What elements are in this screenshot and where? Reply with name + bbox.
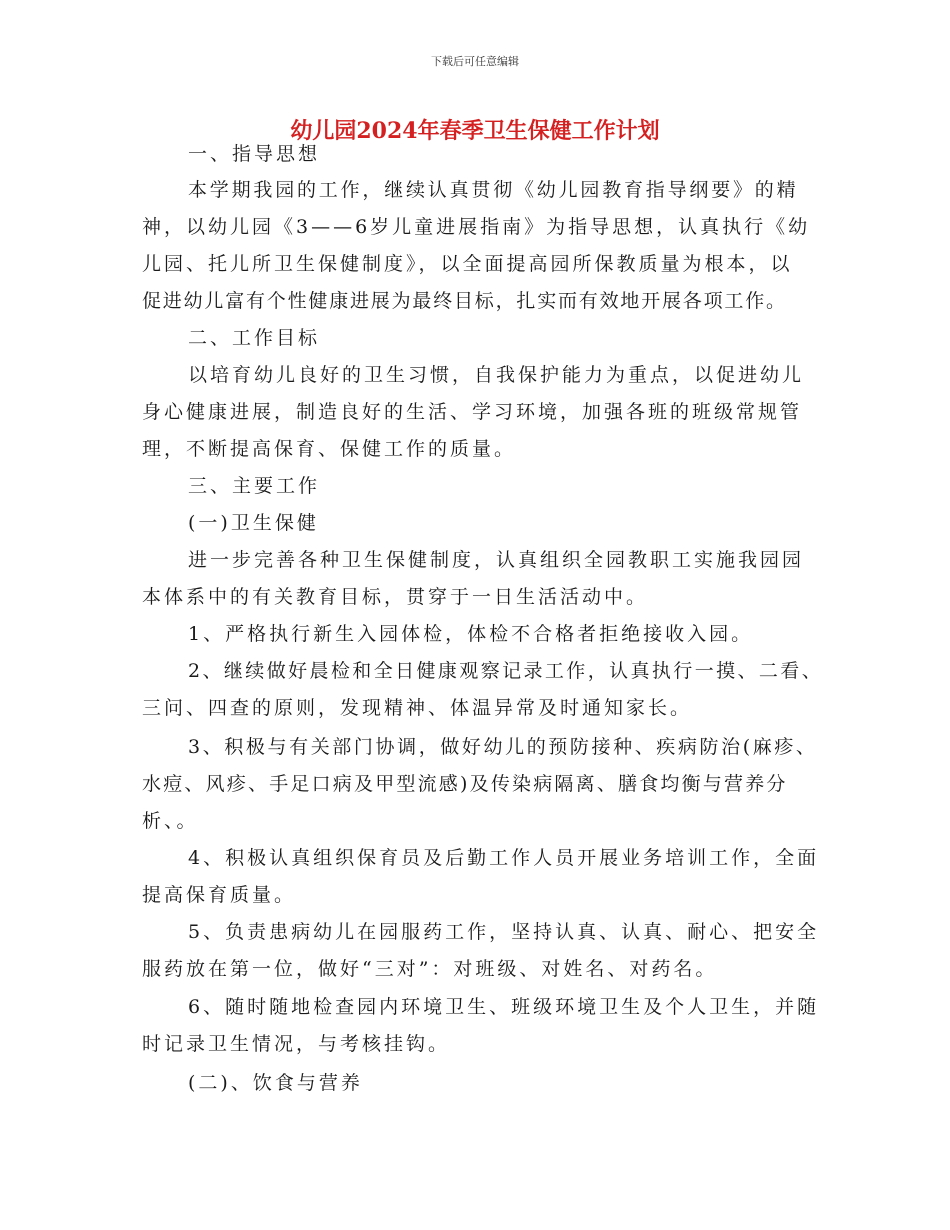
paragraph-line: 本学期我园的工作，继续认真贯彻《幼儿园教育指导纲要》的精 bbox=[188, 179, 799, 201]
list-item: 2、继续做好晨检和全日健康观察记录工作，认真执行一摸、二看、 bbox=[188, 660, 824, 682]
section-heading: 三、主要工作 bbox=[188, 475, 321, 497]
paragraph-line: 促进幼儿富有个性健康进展为最终目标，扎实而有效地开展各项工作。 bbox=[142, 290, 787, 312]
paragraph-line: 本体系中的有关教育目标，贯穿于一日生活活动中。 bbox=[142, 586, 649, 608]
list-item-continuation: 提高保育质量。 bbox=[142, 884, 297, 906]
document-title: 幼儿园2024年春季卫生保健工作计划 bbox=[290, 118, 660, 144]
section-heading: 二、工作目标 bbox=[188, 327, 321, 349]
list-item: 1、严格执行新生入园体检，体检不合格者拒绝接收入园。 bbox=[188, 623, 754, 645]
list-item-continuation: 水痘、风疹、手足口病及甲型流感)及传染病隔离、膳食均衡与营养分 bbox=[142, 773, 788, 795]
list-item-continuation: 析、。 bbox=[142, 810, 199, 832]
list-item: 3、积极与有关部门协调，做好幼儿的预防接种、疾病防治(麻疹、 bbox=[188, 736, 818, 758]
list-item: 6、随时随地检查园内环境卫生、班级环境卫生及个人卫生，并随 bbox=[188, 996, 820, 1018]
list-item: 4、积极认真组织保育员及后勤工作人员开展业务培训工作，全面 bbox=[188, 847, 820, 869]
paragraph-line: 神，以幼儿园《3——6岁儿童进展指南》为指导思想，认真执行《幼 bbox=[142, 216, 811, 238]
list-item-continuation: 三问、四查的原则，发现精神、体温异常及时通知家长。 bbox=[142, 697, 693, 719]
list-item-continuation: 时记录卫生情况，与考核挂钩。 bbox=[142, 1033, 451, 1055]
paragraph-line: 进一步完善各种卫生保健制度，认真组织全园教职工实施我园园 bbox=[188, 549, 805, 571]
header-note: 下载后可任意编辑 bbox=[431, 55, 519, 68]
subsection-heading: (二)、饮食与营养 bbox=[188, 1072, 363, 1094]
paragraph-line: 身心健康进展，制造良好的生活、学习环境，加强各班的班级常规管 bbox=[142, 401, 803, 423]
subsection-heading: (一)卫生保健 bbox=[188, 512, 319, 534]
section-heading: 一、指导思想 bbox=[188, 143, 321, 165]
paragraph-line: 儿园、托儿所卫生保健制度》，以全面提高园所保教质量为根本，以 bbox=[142, 253, 793, 275]
paragraph-line: 理，不断提高保育、保健工作的质量。 bbox=[142, 438, 517, 460]
list-item-continuation: 服药放在第一位，做好“三对”：对班级、对姓名、对药名。 bbox=[142, 958, 718, 980]
paragraph-line: 以培育幼儿良好的卫生习惯，自我保护能力为重点，以促进幼儿 bbox=[188, 364, 805, 386]
list-item: 5、负责患病幼儿在园服药工作，坚持认真、认真、耐心、把安全 bbox=[188, 921, 820, 943]
